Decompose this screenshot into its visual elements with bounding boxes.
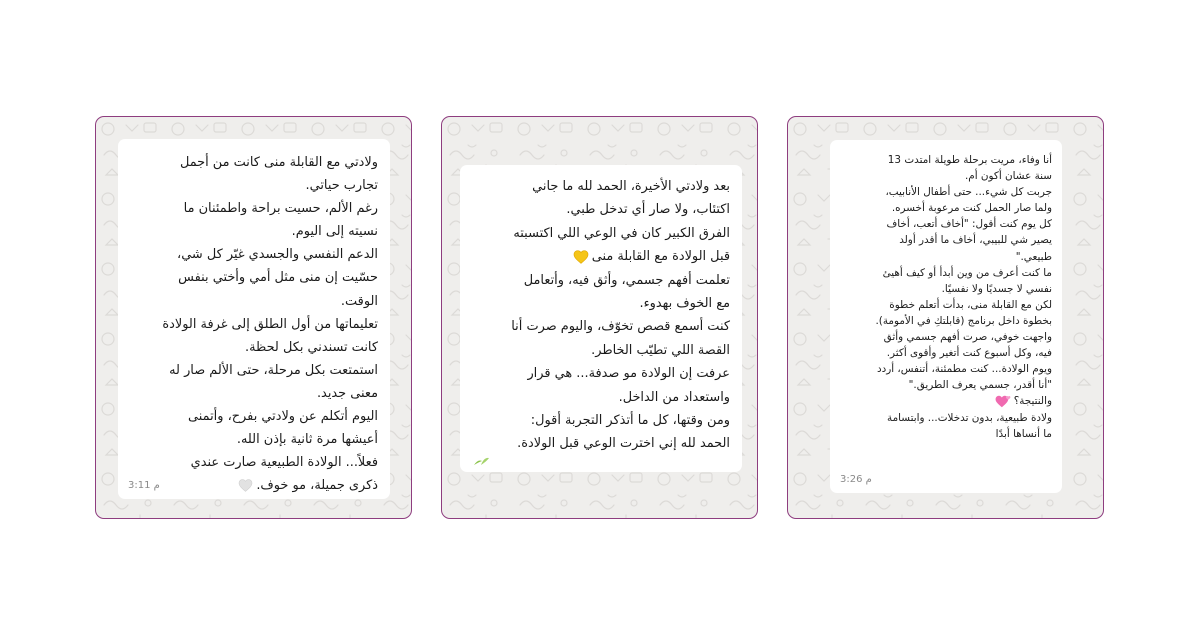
message-line: بعد ولادتي الأخيرة، الحمد لله ما جاني: [532, 179, 730, 194]
message-bubble: [460, 165, 742, 472]
message-line: يصير شي للبيبي، أخاف ما أقدر أولد: [899, 234, 1052, 247]
message-line: كنت أسمع قصص تخوّف، واليوم صرت أنا: [511, 319, 730, 335]
message-line: تعليماتها من أول الطلق إلى غرفة الولادة: [162, 316, 378, 332]
message-line: مع الخوف بهدوء.: [639, 296, 730, 312]
message-line-with-emoji: [470, 245, 730, 268]
message-line-last: [128, 474, 378, 497]
message-line: القصة اللي تطيّب الخاطر.: [591, 342, 730, 358]
message-line: أعيشها مرة ثانية بإذن الله.: [236, 432, 378, 448]
chat-screenshot-card-1: [95, 116, 412, 519]
message-line: لكن مع القابلة منى، بدأت أتعلم خطوة: [889, 298, 1052, 311]
message-line-text: ذكرى جميلة، مو خوف.: [256, 478, 378, 494]
message-line: اليوم أتكلم عن ولادتي بفرح، وأتمنى: [188, 409, 378, 425]
message-line: رغم الألم، حسيت براحة واطمئنان ما: [183, 201, 378, 217]
message-line: حسّيت إن منى مثل أمي وأختي بنفس: [178, 270, 378, 286]
chat-screenshot-card-3: [787, 116, 1104, 519]
message-line: أنا وفاء، مريت برحلة طويلة امتدت 13: [887, 154, 1052, 166]
message-line-text: قبل الولادة مع القابلة منى: [591, 249, 730, 265]
message-line: اكتئاب، ولا صار أي تدخل طبي.: [566, 202, 730, 218]
message-line: ولادة طبيعية، بدون تدخلات... وابتسامة: [887, 411, 1052, 424]
message-line: تعلمت أفهم جسمي، وأثق فيه، وأتعامل: [523, 272, 730, 288]
message-line: ولادتي مع القابلة منى كانت من أجمل: [179, 155, 378, 170]
message-line: بخطوة داخل برنامج (قابلتكِ في الأمومة).: [875, 314, 1052, 327]
sprout-icon: [472, 454, 490, 466]
message-line: ويوم الولادة... كنت مطمئنة، أتنفس، أردد: [876, 363, 1052, 376]
message-line: الوقت.: [340, 293, 378, 309]
message-line: الفرق الكبير كان في الوعي اللي اكتسبته: [513, 225, 730, 241]
yellow-heart-icon: [573, 250, 589, 264]
message-line: سنة عشان أكون أم.: [964, 170, 1052, 183]
message-line: ولما صار الحمل كنت مرعوبة أخسره.: [891, 202, 1052, 215]
message-line: نفسي لا جسديًا ولا نفسيًا.: [941, 282, 1052, 295]
message-bubble: [118, 139, 390, 499]
message-line: معنى جديد.: [316, 385, 378, 401]
message-line: جربت كل شيء... حتى أطفال الأنابيب،: [885, 186, 1052, 199]
message-line: ما أنساها أبدًا: [995, 427, 1052, 440]
message-line: استمتعت بكل مرحلة، حتى الألم صار له: [169, 362, 378, 378]
pink-hearts-icon: [995, 395, 1011, 408]
message-line: واستعداد من الداخل.: [618, 389, 730, 405]
message-line: كل يوم كنت أقول: "أخاف أتعب، أخاف: [886, 218, 1052, 231]
message-line: كانت تسندني بكل لحظة.: [245, 339, 378, 355]
message-line: واجهت خوفي، صرت أفهم جسمي وأثق: [883, 331, 1052, 344]
message-line: فعلاً... الولادة الطبيعية صارت عندي: [190, 455, 378, 471]
message-line: فيه، وكل أسبوع كنت أتغير وأقوى أكثر.: [886, 347, 1052, 360]
message-line: الدعم النفسي والجسدي غيّر كل شي،: [177, 247, 378, 263]
message-line: تجارب حياتي.: [305, 178, 378, 194]
message-timestamp: 3:26 م: [840, 474, 872, 485]
message-line: طبيعي.": [1015, 250, 1052, 263]
message-line: عرفت إن الولادة مو صدفة... هي قرار: [527, 366, 730, 382]
message-line: ما كنت أعرف من وين أبدأ أو كيف أهيئ: [882, 266, 1052, 279]
message-line: ومن وقتها، كل ما أتذكر التجربة أقول:: [530, 413, 730, 429]
white-heart-icon: [238, 479, 253, 492]
message-line-text: والنتيجة؟: [1013, 395, 1052, 408]
message-line: نسيته إلى اليوم.: [291, 224, 378, 240]
message-line: "أنا أقدر، جسمي يعرف الطريق.": [908, 379, 1052, 392]
chat-screenshot-card-2: [441, 116, 758, 519]
message-line-with-emoji: [838, 393, 1052, 409]
message-timestamp: 3:11 م: [128, 480, 160, 491]
message-line: الحمد لله إني اخترت الوعي قبل الولادة.: [517, 436, 730, 452]
message-bubble: [830, 140, 1062, 493]
